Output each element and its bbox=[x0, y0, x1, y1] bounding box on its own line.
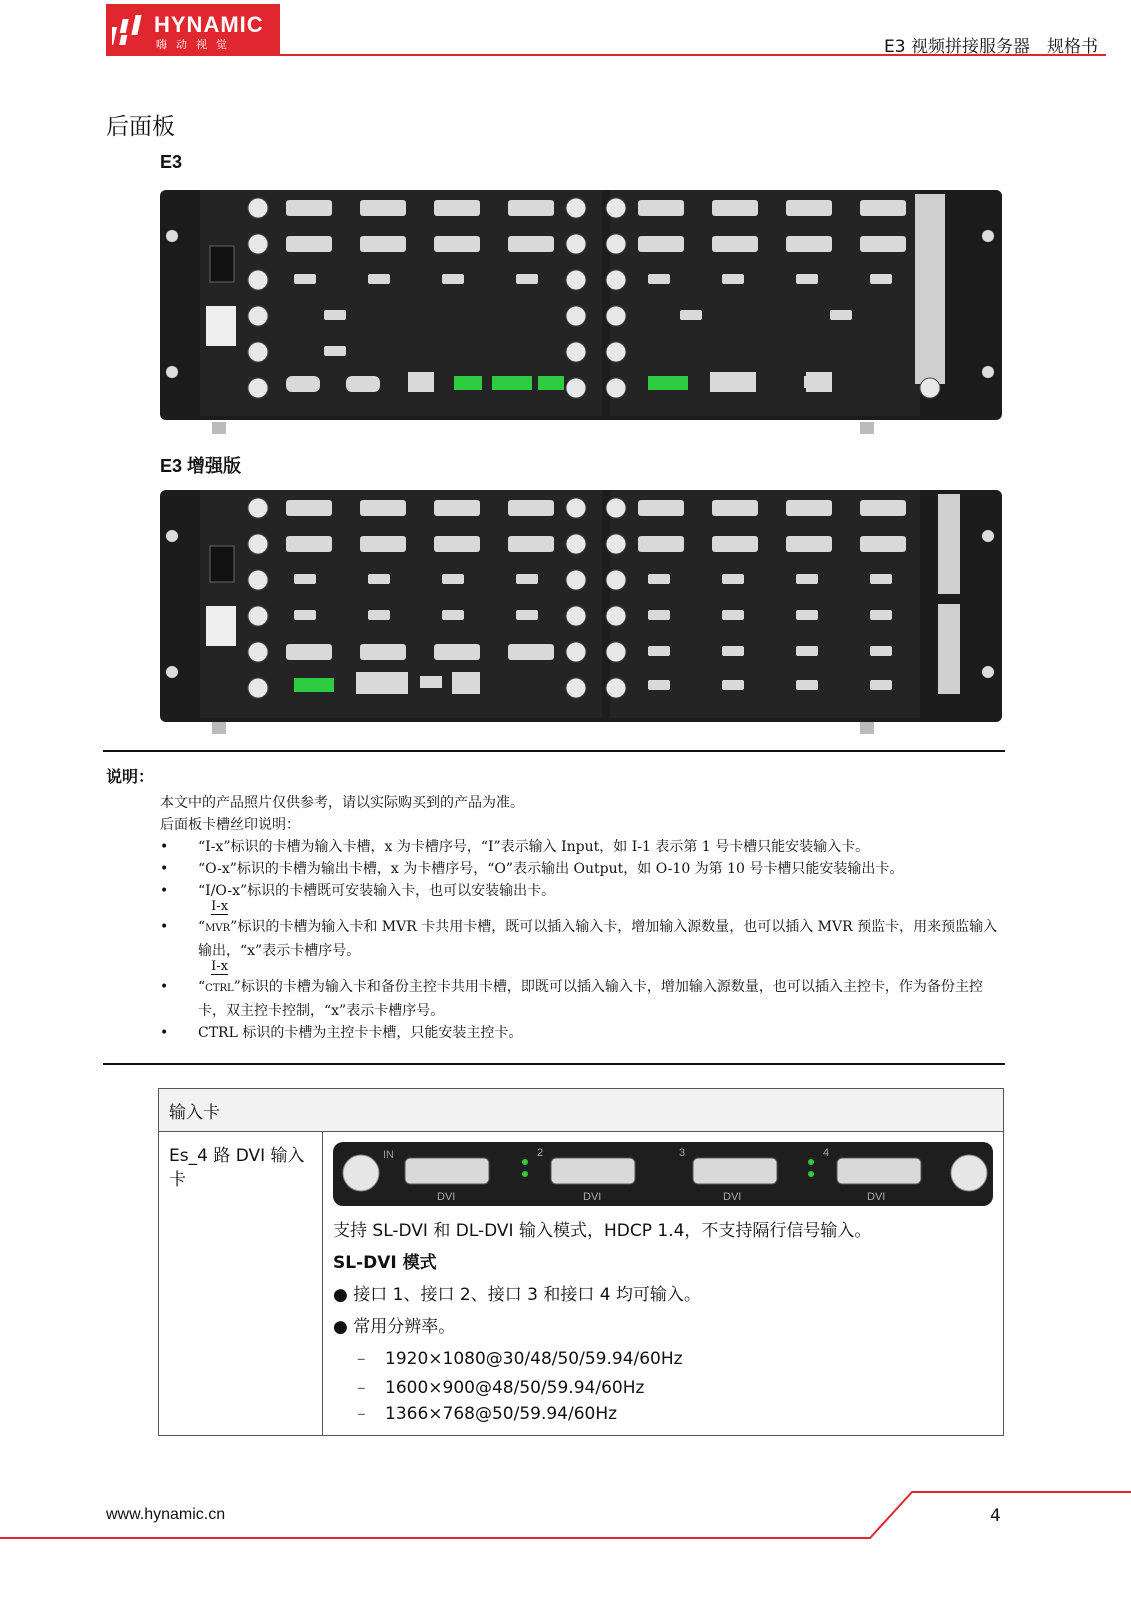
notes-title: 说明： bbox=[106, 767, 155, 786]
list-item: • “I/O-x”标识的卡槽既可安装输入卡，也可以安装输出卡。 bbox=[160, 880, 1000, 902]
notes-block bbox=[160, 792, 1000, 1044]
notes-list bbox=[160, 836, 1000, 1044]
input-card-table bbox=[158, 1088, 1004, 1436]
card-port-1: 2 bbox=[537, 1147, 544, 1159]
card-description: 支持 SL-DVI 和 DL-DVI 输入模式，HDCP 1.4，不支持隔行信号输入。 bbox=[333, 1221, 872, 1241]
notes-intro-2: 后面板卡槽丝印说明： bbox=[160, 817, 300, 833]
card-dvi-label: DVI bbox=[723, 1191, 742, 1203]
panel-label-e3-enhanced: E3 增强版 bbox=[160, 456, 242, 476]
list-item: • “O-x”标识的卡槽为输出卡槽，x 为卡槽序号，“O”表示输出 Output，如 O-10 为第 10 号卡槽只能安装输出卡。 bbox=[160, 858, 1000, 880]
page-number: 4 bbox=[990, 1506, 1001, 1526]
fraction-bottom: CTRL bbox=[205, 983, 234, 994]
card-bullet: ● 常用分辨率。 bbox=[333, 1317, 456, 1337]
resolution-item: – 1600×900@48/50/59.94/60Hz bbox=[357, 1378, 645, 1398]
card-bullet: ● 接口 1、接口 2、接口 3 和接口 4 均可输入。 bbox=[333, 1285, 701, 1305]
card-port-2: 3 bbox=[679, 1147, 686, 1159]
notes-top-rule bbox=[103, 750, 1005, 752]
list-item-mvr: • “ $\frac{I-x}{\text{MVR}}$”标识的卡槽为输入卡和 MVR 卡共用卡槽，既可以插入输入卡，增加输入源数量，也可以插入 MVR 预监卡，用来预监输入输出，“x”表示卡槽序号。 bbox=[160, 902, 1000, 962]
section-title: 后面板 bbox=[106, 114, 175, 140]
resolution-text: 1600×900@48/50/59.94/60Hz bbox=[385, 1378, 645, 1398]
card-name: Es_4 路 DVI 输入卡 bbox=[159, 1132, 323, 1436]
fraction-top: I-x bbox=[211, 959, 229, 974]
resolution-item: – 1920×1080@30/48/50/59.94/60Hz bbox=[357, 1349, 683, 1369]
hynamic-logo-icon bbox=[112, 13, 150, 49]
footer-url: www.hynamic.cn bbox=[106, 1506, 226, 1523]
e3-rear-panel-image bbox=[160, 186, 1002, 436]
resolution-text: 1366×768@50/59.94/60Hz bbox=[385, 1404, 618, 1424]
dvi-input-card-image bbox=[333, 1140, 993, 1210]
card-dvi-label: DVI bbox=[583, 1191, 602, 1203]
card-bullet-text: 常用分辨率。 bbox=[353, 1317, 456, 1337]
mvr-text: ”标识的卡槽为输入卡和 MVR 卡共用卡槽，既可以插入输入卡，增加输入源数量，也可以插入 MVR 预监卡，用来预监输入输出，“x”表示卡槽序号。 bbox=[198, 919, 998, 959]
card-dvi-label: DVI bbox=[867, 1191, 886, 1203]
notes-intro: 本文中的产品照片仅供参考，请以实际购买到的产品为准。 bbox=[160, 795, 524, 811]
document-title: E3 视频拼接服务器 规格书 bbox=[884, 37, 1098, 57]
fraction-mvr bbox=[205, 899, 231, 940]
fraction-ctrl bbox=[205, 959, 234, 1000]
brand-subtitle: 嗨动视觉 bbox=[156, 38, 236, 51]
fraction-top: I-x bbox=[211, 899, 229, 914]
notes-bottom-rule bbox=[103, 1063, 1005, 1065]
resolution-item: – 1366×768@50/59.94/60Hz bbox=[357, 1404, 618, 1424]
list-item: • “I-x”标识的卡槽为输入卡槽，x 为卡槽序号，“I”表示输入 Input，如 I-1 表示第 1 号卡槽只能安装输入卡。 bbox=[160, 836, 1000, 858]
fraction-bottom: MVR bbox=[205, 923, 231, 934]
resolution-text: 1920×1080@30/48/50/59.94/60Hz bbox=[385, 1349, 683, 1369]
brand-name: HYNAMIC bbox=[154, 12, 264, 37]
list-item: • CTRL 标识的卡槽为主控卡卡槽，只能安装主控卡。 bbox=[160, 1022, 1000, 1044]
e3-enhanced-rear-panel-image bbox=[160, 486, 1002, 736]
table-header: 输入卡 bbox=[159, 1089, 1004, 1132]
card-bullet-text: 接口 1、接口 2、接口 3 和接口 4 均可输入。 bbox=[353, 1285, 701, 1305]
card-details bbox=[323, 1132, 1004, 1436]
panel-label-e3: E3 bbox=[160, 152, 183, 172]
list-item-ctrl: • “ $\frac{I-x}{\text{CTRL}}$”标识的卡槽为输入卡和备份主控卡共用卡槽，即既可以插入输入卡，增加输入源数量，也可以插入主控卡，作为备份主控卡，双主控卡控制，“x”表示卡槽序号。 bbox=[160, 962, 1000, 1022]
card-mode: SL-DVI 模式 bbox=[333, 1253, 437, 1273]
card-in-label: IN bbox=[383, 1149, 394, 1161]
brand-logo bbox=[106, 4, 280, 56]
ctrl-text: ”标识的卡槽为输入卡和备份主控卡共用卡槽，即既可以插入输入卡，增加输入源数量，也可以插入主控卡，作为备份主控卡，双主控卡控制，“x”表示卡槽序号。 bbox=[198, 979, 983, 1019]
card-port-3: 4 bbox=[823, 1147, 830, 1159]
card-dvi-label: DVI bbox=[437, 1191, 456, 1203]
